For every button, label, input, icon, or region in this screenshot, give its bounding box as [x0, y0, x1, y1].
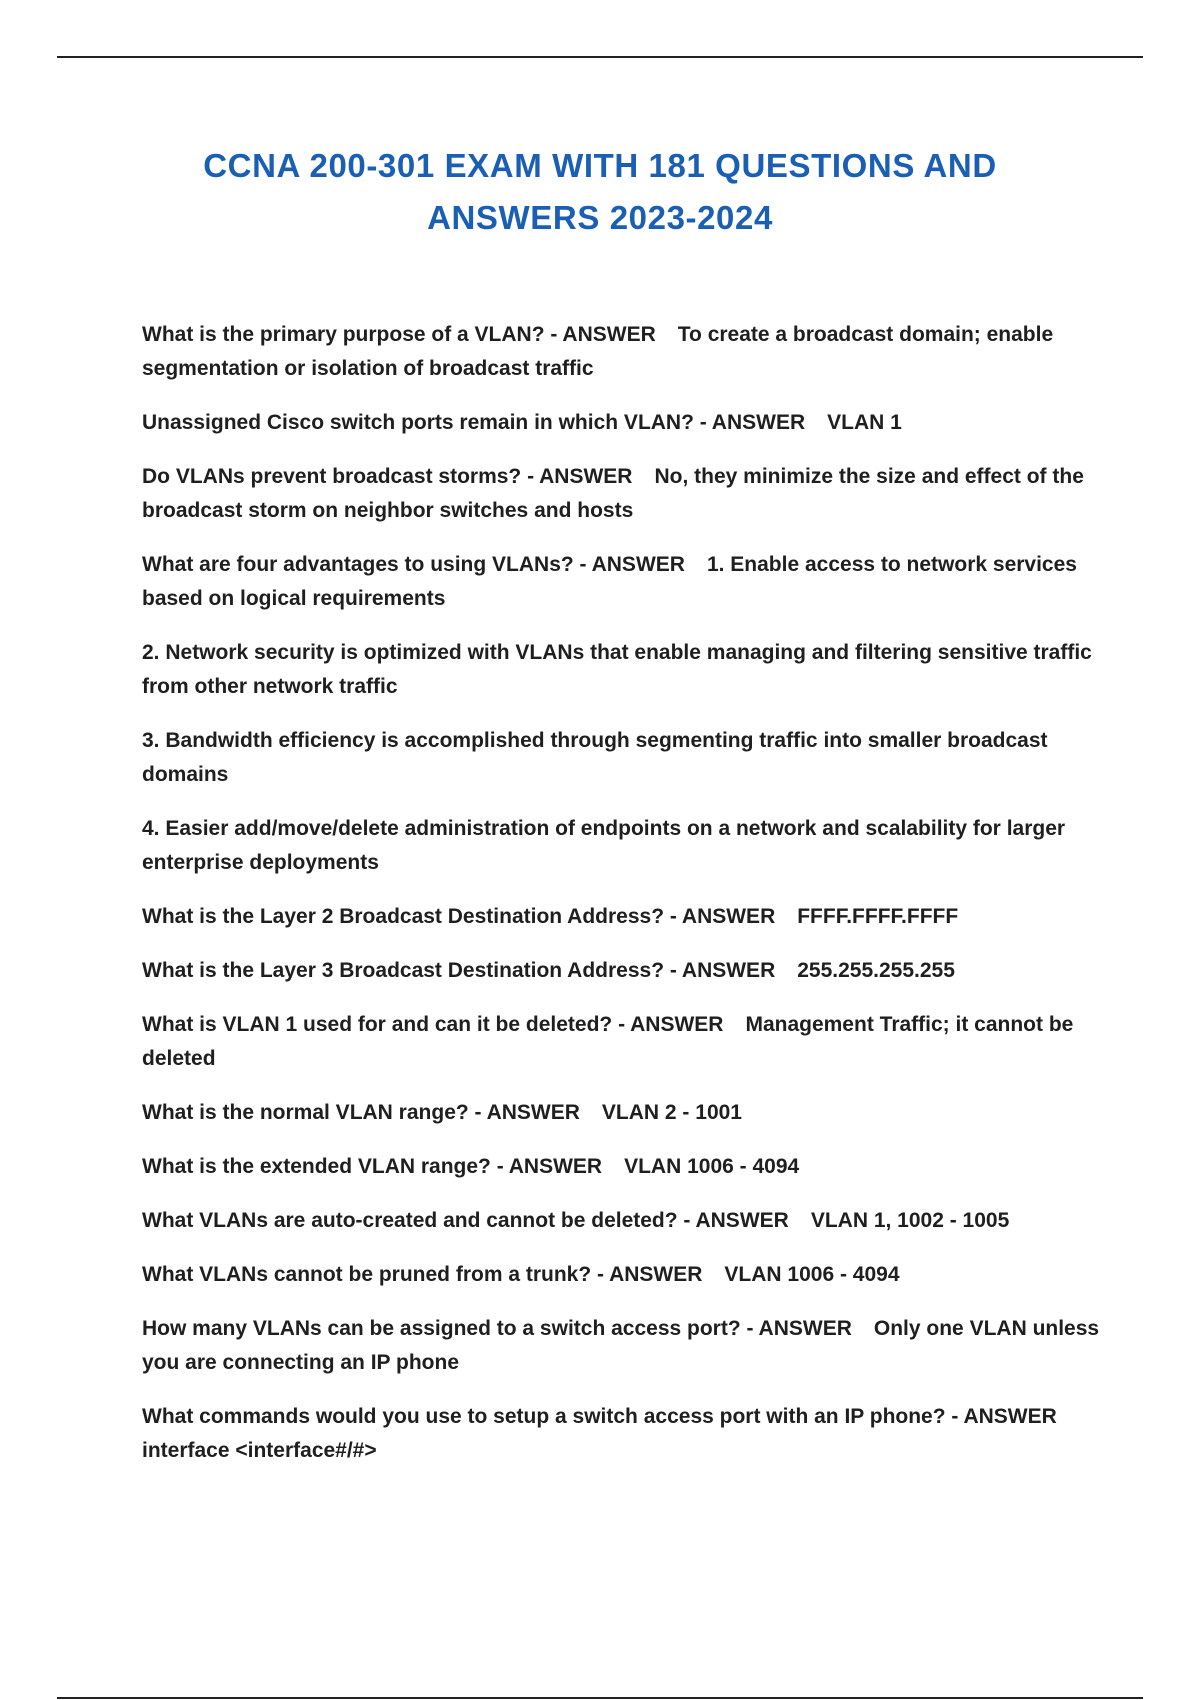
answer-continuation: [142, 636, 1102, 704]
answer-text: Management Traffic; it cannot be deleted: [142, 1013, 1074, 1070]
answer-text: FFFF.FFFF.FFFF: [797, 905, 959, 928]
question-text: Unassigned Cisco switch ports remain in which VLAN? - ANSWER: [142, 411, 806, 434]
answer-text: 1. Enable access to network services based on logical requirements: [142, 553, 1077, 610]
qa-item: [142, 1312, 1102, 1380]
qa-item: [142, 1150, 1102, 1184]
qa-item: [142, 1258, 1102, 1292]
qa-item: [142, 1204, 1102, 1238]
top-rule: [57, 56, 1143, 58]
qa-item: [142, 954, 1102, 988]
answer-text: To create a broadcast domain; enable segmentation or isolation of broadcast traffic: [142, 323, 1054, 380]
question-text: What VLANs are auto-created and cannot be deleted? - ANSWER: [142, 1209, 789, 1232]
answer-text: 3. Bandwidth efficiency is accomplished through segmenting traffic into smaller broadcast domains: [142, 729, 1048, 786]
answer-text: 2. Network security is optimized with VLANs that enable managing and filtering sensitive traffic from other network traffic: [142, 641, 1092, 698]
document-title: [57, 140, 1143, 244]
qa-item: [142, 1008, 1102, 1076]
answer-text: 4. Easier add/move/delete administration of endpoints on a network and scalability for larger enterprise deployments: [142, 817, 1066, 874]
qa-item: [142, 900, 1102, 934]
qa-item: [142, 1096, 1102, 1130]
question-text: What are four advantages to using VLANs? - ANSWER: [142, 553, 685, 576]
question-text: Do VLANs prevent broadcast storms? - ANSWER: [142, 465, 633, 488]
answer-text: VLAN 1006 - 4094: [724, 1263, 900, 1286]
question-text: What commands would you use to setup a switch access port with an IP phone? - ANSWER: [142, 1405, 1057, 1428]
answer-text: VLAN 2 - 1001: [601, 1101, 742, 1124]
bottom-rule: [57, 1697, 1143, 1699]
question-text: What is the primary purpose of a VLAN? - ANSWER: [142, 323, 656, 346]
answer-text: 255.255.255.255: [797, 959, 955, 982]
qa-item: [142, 460, 1102, 528]
question-text: What VLANs cannot be pruned from a trunk? - ANSWER: [142, 1263, 703, 1286]
answer-text: VLAN 1, 1002 - 1005: [810, 1209, 1010, 1232]
question-text: What is the Layer 2 Broadcast Destination Address? - ANSWER: [142, 905, 776, 928]
answer-continuation: [142, 812, 1102, 880]
question-text: What is the normal VLAN range? - ANSWER: [142, 1101, 580, 1124]
answer-text: VLAN 1006 - 4094: [624, 1155, 800, 1178]
qa-list: [142, 318, 1102, 1488]
answer-text: Only one VLAN unless you are connecting an IP phone: [142, 1317, 1100, 1374]
question-text: What is the Layer 3 Broadcast Destination Address? - ANSWER: [142, 959, 776, 982]
title-line-2: ANSWERS 2023-2024: [427, 199, 773, 236]
answer-text: interface <interface#/#>: [142, 1439, 377, 1462]
question-text: How many VLANs can be assigned to a switch access port? - ANSWER: [142, 1317, 852, 1340]
title-line-1: CCNA 200-301 EXAM WITH 181 QUESTIONS AND: [203, 147, 997, 184]
qa-item: [142, 406, 1102, 440]
answer-text: VLAN 1: [827, 411, 902, 434]
question-text: What is the extended VLAN range? - ANSWER: [142, 1155, 603, 1178]
question-text: What is VLAN 1 used for and can it be deleted? - ANSWER: [142, 1013, 724, 1036]
qa-item: [142, 318, 1102, 386]
answer-continuation: [142, 724, 1102, 792]
qa-item: [142, 1400, 1102, 1468]
answer-text: No, they minimize the size and effect of the broadcast storm on neighbor switches and hosts: [142, 465, 1084, 522]
qa-item: [142, 548, 1102, 616]
